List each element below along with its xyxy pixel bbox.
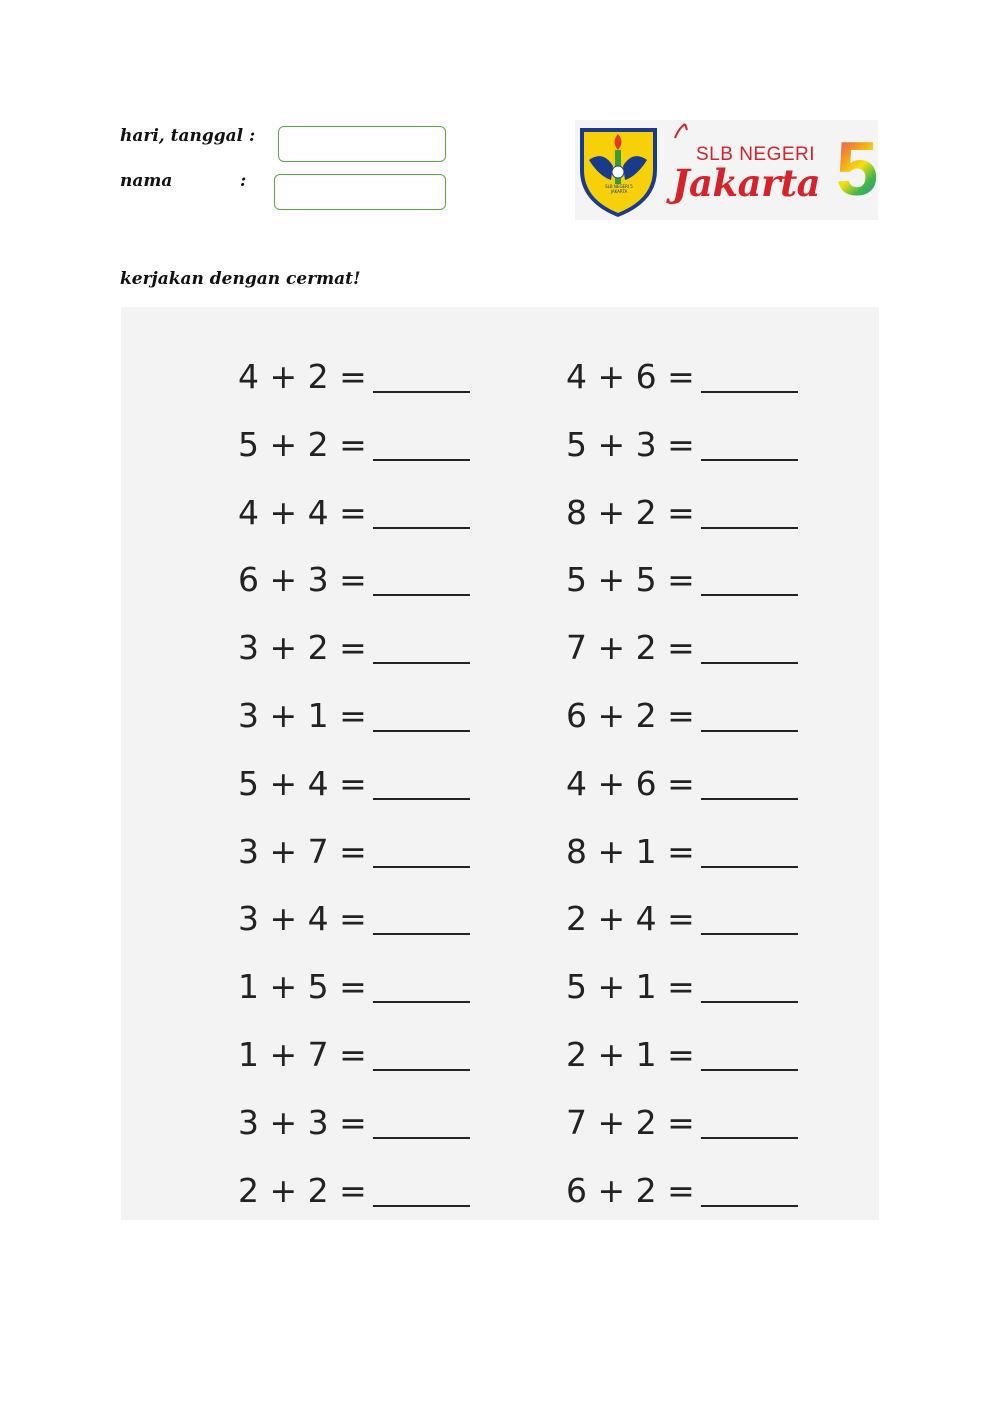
problem-right-8 bbox=[566, 830, 798, 874]
problem-expression: 3 + 3 = bbox=[238, 1102, 367, 1142]
problem-expression: 4 + 6 = bbox=[566, 357, 695, 396]
problem-right-9 bbox=[566, 897, 798, 941]
answer-blank[interactable] bbox=[701, 593, 798, 596]
problem-expression: 7 + 2 = bbox=[566, 1102, 695, 1142]
problem-expression: 4 + 6 = bbox=[566, 763, 695, 803]
problem-left-9 bbox=[238, 897, 470, 941]
problem-expression: 3 + 7 = bbox=[238, 831, 367, 871]
problem-left-12 bbox=[238, 1101, 470, 1145]
problem-expression: 2 + 4 = bbox=[566, 899, 695, 939]
answer-blank[interactable] bbox=[373, 390, 470, 393]
problem-expression: 1 + 7 = bbox=[238, 1035, 367, 1074]
answer-blank[interactable] bbox=[373, 661, 470, 664]
answer-blank[interactable] bbox=[701, 865, 798, 868]
problem-left-11 bbox=[238, 1033, 470, 1077]
problem-right-7 bbox=[566, 762, 798, 806]
problem-right-3 bbox=[566, 491, 798, 535]
seal-text: SLB NEGERI 5 JAKARTA bbox=[605, 184, 633, 194]
problem-right-6 bbox=[566, 694, 798, 738]
date-input[interactable] bbox=[278, 126, 446, 162]
answer-blank[interactable] bbox=[373, 797, 470, 800]
answer-blank[interactable] bbox=[701, 390, 798, 393]
answer-blank[interactable] bbox=[701, 458, 798, 461]
name-label: nama bbox=[120, 171, 173, 191]
answer-blank[interactable] bbox=[373, 1136, 470, 1139]
answer-blank[interactable] bbox=[701, 661, 798, 664]
answer-blank[interactable] bbox=[701, 932, 798, 935]
problem-expression: 1 + 5 = bbox=[238, 967, 367, 1007]
problem-left-5 bbox=[238, 626, 470, 670]
problem-left-6 bbox=[238, 694, 470, 738]
problem-expression: 6 + 2 = bbox=[566, 696, 695, 735]
problem-expression: 5 + 2 = bbox=[238, 424, 367, 464]
problem-left-3 bbox=[238, 491, 470, 535]
answer-blank[interactable] bbox=[373, 1204, 470, 1207]
answer-blank[interactable] bbox=[701, 526, 798, 529]
logo-bottom-text: Jakarta bbox=[672, 161, 821, 205]
problem-left-8 bbox=[238, 830, 470, 874]
problem-expression: 8 + 2 = bbox=[566, 492, 695, 532]
problem-left-10 bbox=[238, 965, 470, 1009]
problem-expression: 5 + 3 = bbox=[566, 424, 695, 464]
answer-blank[interactable] bbox=[373, 458, 470, 461]
problem-right-1 bbox=[566, 355, 798, 399]
problem-right-10 bbox=[566, 965, 798, 1009]
problem-expression: 8 + 1 = bbox=[566, 831, 695, 871]
answer-blank[interactable] bbox=[373, 1068, 470, 1071]
answer-blank[interactable] bbox=[373, 593, 470, 596]
problem-left-13 bbox=[238, 1169, 470, 1213]
problem-right-12 bbox=[566, 1101, 798, 1145]
problem-left-4 bbox=[238, 558, 470, 602]
problem-left-1 bbox=[238, 355, 470, 399]
problem-right-2 bbox=[566, 423, 798, 467]
answer-blank[interactable] bbox=[701, 729, 798, 732]
answer-blank[interactable] bbox=[701, 1000, 798, 1003]
problem-expression: 5 + 5 = bbox=[566, 560, 695, 600]
problem-expression: 3 + 2 = bbox=[238, 628, 367, 668]
problem-expression: 4 + 2 = bbox=[238, 357, 367, 396]
problem-expression: 3 + 1 = bbox=[238, 696, 367, 735]
answer-blank[interactable] bbox=[373, 932, 470, 935]
answer-blank[interactable] bbox=[373, 526, 470, 529]
problem-right-11 bbox=[566, 1033, 798, 1077]
answer-blank[interactable] bbox=[701, 1068, 798, 1071]
answer-blank[interactable] bbox=[701, 1136, 798, 1139]
problem-left-7 bbox=[238, 762, 470, 806]
problem-right-13 bbox=[566, 1169, 798, 1213]
answer-blank[interactable] bbox=[373, 729, 470, 732]
worksheet bbox=[121, 307, 879, 1220]
problem-expression: 5 + 1 = bbox=[566, 967, 695, 1007]
problem-expression: 7 + 2 = bbox=[566, 628, 695, 668]
answer-blank[interactable] bbox=[373, 1000, 470, 1003]
problem-expression: 2 + 1 = bbox=[566, 1035, 695, 1074]
answer-blank[interactable] bbox=[701, 797, 798, 800]
name-colon: : bbox=[240, 171, 247, 191]
problem-expression: 6 + 2 = bbox=[566, 1170, 695, 1210]
problem-right-5 bbox=[566, 626, 798, 670]
name-input[interactable] bbox=[274, 174, 446, 210]
answer-blank[interactable] bbox=[701, 1204, 798, 1207]
logo-number: 5 bbox=[836, 127, 879, 212]
problem-expression: 4 + 4 = bbox=[238, 492, 367, 532]
date-label: hari, tanggal : bbox=[120, 126, 256, 146]
problem-right-4 bbox=[566, 558, 798, 602]
logo-top-text: SLB NEGERI bbox=[696, 144, 816, 165]
problem-expression: 6 + 3 = bbox=[238, 560, 367, 600]
problem-expression: 3 + 4 = bbox=[238, 899, 367, 939]
answer-blank[interactable] bbox=[373, 865, 470, 868]
problem-expression: 5 + 4 = bbox=[238, 763, 367, 803]
problem-left-2 bbox=[238, 423, 470, 467]
problem-expression: 2 + 2 = bbox=[238, 1170, 367, 1210]
instruction-text: kerjakan dengan cermat! bbox=[120, 269, 361, 289]
